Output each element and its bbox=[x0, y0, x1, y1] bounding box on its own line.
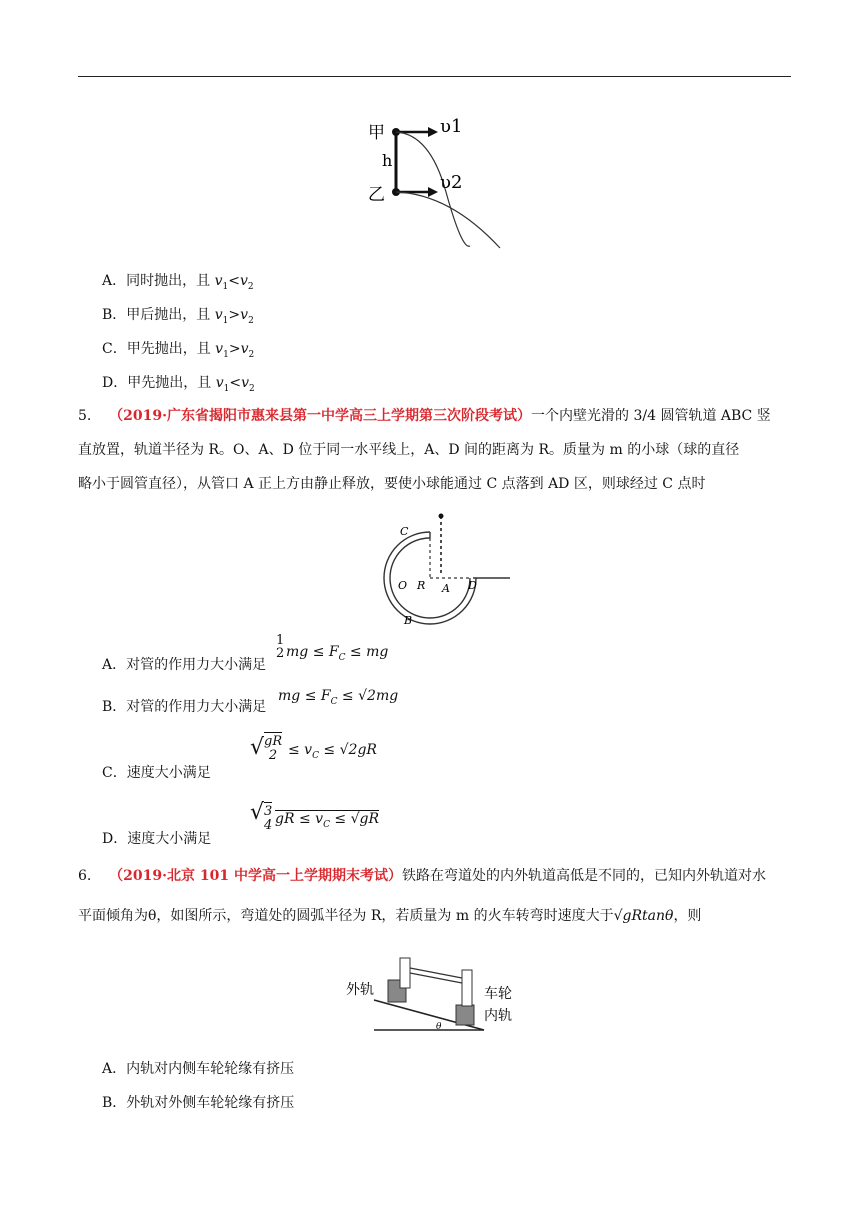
svg-text:A: A bbox=[442, 582, 450, 595]
q4-option-a: A．同时抛出，且 $v_1<v_2$ bbox=[102, 273, 254, 292]
q5-c-sqrt: √ bbox=[250, 735, 265, 760]
label-wheel: 车轮 bbox=[484, 986, 512, 1002]
q5-line-2: 直放置，轨道半径为 R。O、A、D 位于同一水平线上，A、D 间的距离为 R。质量为 m 的小球（球的直径 bbox=[78, 442, 740, 458]
figure-projectiles bbox=[360, 112, 510, 252]
q6-line-1: 6. （2019·北京 101 中学高一上学期期末考试）铁路在弯道处的内外轨道高低是不同的，已知内外轨道对水 bbox=[78, 868, 766, 884]
q5-d-math: gR ≤ $v_C \le √gR$ bbox=[275, 811, 380, 830]
q5-line-1: 5. （2019·广东省揭阳市惠来县第一中学高三上学期第三次阶段考试）一个内壁光滑的 3/4 圆管轨道 ABC 竖 bbox=[78, 408, 771, 424]
svg-text:R: R bbox=[417, 579, 426, 592]
q5-line-3: 略小于圆管直径），从管口 A 正上方由静止释放，要使小球能通过 C 点落到 AD 区，则球经过 C 点时 bbox=[78, 476, 706, 492]
svg-text:D: D bbox=[468, 579, 477, 592]
inner-rail bbox=[456, 1005, 474, 1025]
label-h: h bbox=[382, 151, 393, 170]
label-v1: υ1 bbox=[440, 116, 463, 137]
q5-option-c: C．速度大小满足 bbox=[102, 765, 211, 781]
q6-source: （2019·北京 101 中学高一上学期期末考试） bbox=[109, 868, 402, 884]
q5-c-math: ≤ $v_C \le √2gR$ bbox=[288, 742, 377, 761]
q5-a-fraction: 1 2 bbox=[276, 633, 285, 661]
svg-text:C: C bbox=[400, 525, 409, 538]
q5-source: （2019·广东省揭阳市惠来县第一中学高三上学期第三次阶段考试） bbox=[109, 408, 532, 424]
q6-option-b: B．外轨对外侧车轮轮缘有挤压 bbox=[102, 1095, 295, 1111]
svg-text:B: B bbox=[404, 614, 413, 627]
q5-d-sqrt: √ bbox=[250, 800, 265, 825]
q4-option-d: D．甲先抛出，且 $v_1<v_2$ bbox=[102, 375, 255, 394]
label-v2: υ2 bbox=[440, 172, 463, 193]
q5-b-math: mg ≤ $F_C \le √2mg$ bbox=[278, 688, 399, 707]
label-theta: θ bbox=[436, 1022, 442, 1032]
q4-option-c: C．甲先抛出，且 $v_1>v_2$ bbox=[102, 341, 255, 360]
figure-tube-track bbox=[360, 510, 510, 630]
label-outer-rail: 外轨 bbox=[346, 982, 374, 998]
q4-option-b: B．甲后抛出，且 $v_1>v_2$ bbox=[102, 307, 254, 326]
label-inner-rail: 内轨 bbox=[484, 1008, 512, 1024]
header-rule bbox=[78, 76, 791, 77]
inner-wheel bbox=[462, 970, 472, 1006]
q6-line-2: 平面倾角为θ，如图所示，弯道处的圆弧半径为 R，若质量为 m 的火车转弯时速度大于√gRtanθ，则 bbox=[78, 908, 702, 924]
q5-c-fraction: gR 2 bbox=[264, 734, 283, 763]
q5-d-fraction: 3 4 bbox=[264, 804, 273, 833]
figure-rail-bank bbox=[344, 950, 524, 1038]
q5-a-math: mg ≤ $F_C$ ≤ mg bbox=[286, 644, 389, 663]
outer-wheel bbox=[400, 958, 410, 988]
svg-text:O: O bbox=[398, 579, 408, 592]
q5-option-d: D．速度大小满足 bbox=[102, 831, 212, 847]
ball bbox=[439, 514, 444, 519]
q5-option-a: A．对管的作用力大小满足 bbox=[102, 657, 267, 673]
q5-option-b: B．对管的作用力大小满足 bbox=[102, 699, 267, 715]
q6-option-a: A．内轨对内侧车轮轮缘有挤压 bbox=[102, 1061, 295, 1077]
label-jia: 甲 bbox=[368, 123, 385, 143]
label-yi: 乙 bbox=[368, 185, 385, 205]
